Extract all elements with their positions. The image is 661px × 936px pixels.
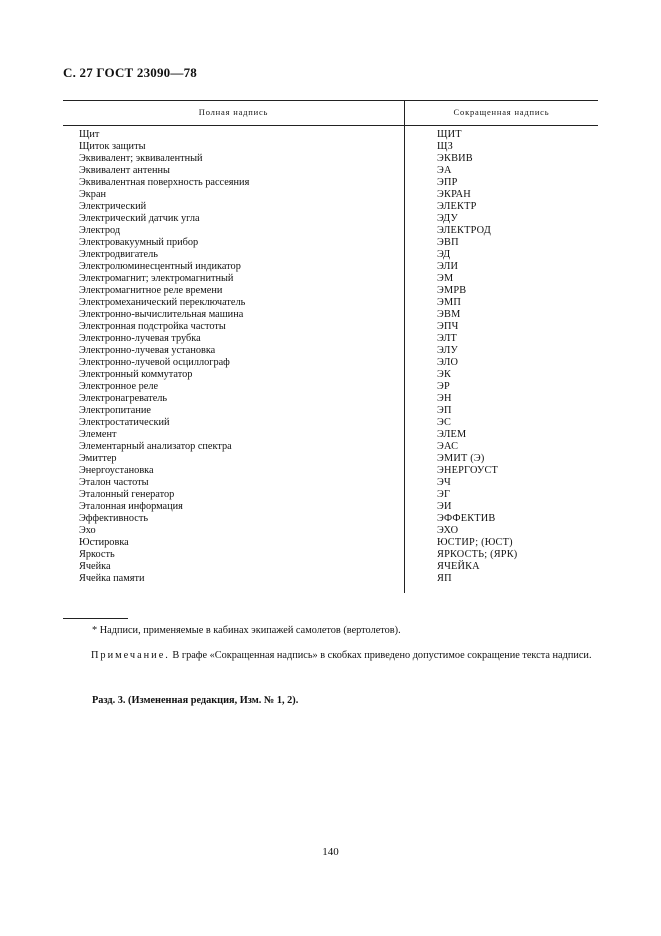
cell-full-label: Экран (79, 189, 107, 200)
table-row (63, 273, 598, 285)
table-header (63, 100, 598, 126)
cell-short-label: ЯП (437, 573, 452, 584)
cell-short-label: ЭИ (437, 501, 452, 512)
cell-short-label: ЭВП (437, 237, 459, 248)
cell-full-label: Эхо (79, 525, 96, 536)
cell-full-label: Электронный коммутатор (79, 369, 193, 380)
cell-short-label: ЮСТИР; (ЮСТ) (437, 537, 513, 548)
cell-short-label: ЭМП (437, 297, 461, 308)
cell-full-label: Эквивалент антенны (79, 165, 170, 176)
table-row (63, 489, 598, 501)
cell-short-label: ЭЛУ (437, 345, 459, 356)
cell-full-label: Электростатический (79, 417, 170, 428)
table-row (63, 165, 598, 177)
table-row (63, 501, 598, 513)
table-row (63, 429, 598, 441)
column-header-full: Полная надпись (198, 107, 269, 117)
cell-full-label: Электронно-лучевая трубка (79, 333, 201, 344)
cell-short-label: ЭН (437, 393, 452, 404)
cell-full-label: Электрический (79, 201, 147, 212)
cell-full-label: Юстировка (79, 537, 129, 548)
table-row (63, 561, 598, 573)
table-row (63, 537, 598, 549)
cell-full-label: Электромагнит; электромагнитный (79, 273, 234, 284)
cell-short-label: ЭПЧ (437, 321, 459, 332)
table-row (63, 297, 598, 309)
table-row (63, 285, 598, 297)
table-body (63, 129, 598, 585)
cell-short-label: ЭМРВ (437, 285, 467, 296)
cell-short-label: ЭПР (437, 177, 458, 188)
abbreviation-table (63, 100, 598, 584)
cell-full-label: Электронная подстройка частоты (79, 321, 226, 332)
cell-short-label: ЭЛТ (437, 333, 458, 344)
table-row (63, 453, 598, 465)
cell-full-label: Эффективность (79, 513, 149, 524)
cell-short-label: ЭКРАН (437, 189, 471, 200)
cell-full-label: Электронно-лучевой осциллограф (79, 357, 230, 368)
cell-short-label: ЭЛИ (437, 261, 459, 272)
table-row (63, 189, 598, 201)
table-row (63, 405, 598, 417)
table-row (63, 249, 598, 261)
cell-full-label: Электрод (79, 225, 121, 236)
table-row (63, 381, 598, 393)
cell-full-label: Электровакуумный прибор (79, 237, 199, 248)
cell-full-label: Электрический датчик угла (79, 213, 200, 224)
table-row (63, 153, 598, 165)
table-row (63, 321, 598, 333)
cell-short-label: ЭНЕРГОУСТ (437, 465, 499, 476)
table-row (63, 333, 598, 345)
cell-full-label: Эквивалентная поверхность рассеяния (79, 177, 250, 188)
cell-full-label: Яркость (79, 549, 115, 560)
cell-short-label: ЭВМ (437, 309, 461, 320)
cell-short-label: ЭД (437, 249, 451, 260)
cell-full-label: Ячейка (79, 561, 111, 572)
cell-full-label: Электронно-вычислительная машина (79, 309, 244, 320)
cell-short-label: ЩИТ (437, 129, 462, 140)
cell-short-label: ЭМИТ (Э) (437, 453, 485, 464)
cell-full-label: Электронно-лучевая установка (79, 345, 216, 356)
table-row (63, 393, 598, 405)
cell-full-label: Щит (79, 129, 100, 140)
cell-full-label: Электропитание (79, 405, 151, 416)
cell-short-label: ЭКВИВ (437, 153, 473, 164)
cell-full-label: Энергоустановка (79, 465, 154, 476)
cell-short-label: ЭР (437, 381, 450, 392)
cell-full-label: Электронагреватель (79, 393, 168, 404)
revision-note: Разд. 3. (Измененная редакция, Изм. № 1, 2). (92, 695, 299, 706)
table-row (63, 357, 598, 369)
cell-short-label: ЭК (437, 369, 452, 380)
cell-short-label: ЭХО (437, 525, 459, 536)
note-label: Примечание. (91, 650, 170, 661)
table-row (63, 345, 598, 357)
cell-full-label: Электромеханический переключатель (79, 297, 246, 308)
cell-short-label: ЭГ (437, 489, 451, 500)
cell-short-label: ЯЧЕЙКА (437, 561, 480, 572)
cell-full-label: Эталонная информация (79, 501, 183, 512)
table-row (63, 237, 598, 249)
table-row (63, 213, 598, 225)
note (63, 649, 600, 662)
cell-short-label: ЭЛЕКТРОД (437, 225, 491, 236)
cell-short-label: ЩЗ (437, 141, 453, 152)
cell-full-label: Электролюминесцентный индикатор (79, 261, 241, 272)
cell-short-label: ЭЛЕКТР (437, 201, 477, 212)
cell-full-label: Электромагнитное реле времени (79, 285, 223, 296)
table-row (63, 477, 598, 489)
table-row (63, 201, 598, 213)
page-header: С. 27 ГОСТ 23090—78 (63, 65, 197, 80)
cell-full-label: Ячейка памяти (79, 573, 145, 584)
cell-short-label: ЭС (437, 417, 452, 428)
table-row (63, 417, 598, 429)
cell-full-label: Элементарный анализатор спектра (79, 441, 232, 452)
table-row (63, 225, 598, 237)
cell-full-label: Эквивалент; эквивалентный (79, 153, 203, 164)
page-number: 140 (322, 846, 339, 858)
cell-short-label: ЭЧ (437, 477, 451, 488)
table-row (63, 465, 598, 477)
cell-short-label: ЭЛЕМ (437, 429, 467, 440)
cell-short-label: ЭАС (437, 441, 459, 452)
table-row (63, 309, 598, 321)
cell-full-label: Эталонный генератор (79, 489, 175, 500)
cell-short-label: ЭДУ (437, 213, 458, 224)
cell-short-label: ЭЛО (437, 357, 459, 368)
footnote-rule (63, 618, 128, 619)
column-header-short: Сокращенная надпись (453, 107, 550, 117)
cell-short-label: ЭМ (437, 273, 454, 284)
footnote: * Надписи, применяемые в кабинах экипажей самолетов (вертолетов). (92, 625, 401, 636)
table-row (63, 525, 598, 537)
table-row (63, 573, 598, 585)
note-text: В графе «Сокращенная надпись» в скобках приведено допустимое сокращение текста надписи. (169, 650, 592, 661)
cell-full-label: Элемент (79, 429, 117, 440)
cell-full-label: Эталон частоты (79, 477, 149, 488)
table-row (63, 513, 598, 525)
table-row (63, 141, 598, 153)
cell-short-label: ЭФФЕКТИВ (437, 513, 496, 524)
cell-short-label: ЭП (437, 405, 452, 416)
cell-short-label: ЯРКОСТЬ; (ЯРК) (437, 549, 518, 560)
table-row (63, 261, 598, 273)
table-row (63, 369, 598, 381)
table-row (63, 549, 598, 561)
table-row (63, 177, 598, 189)
cell-full-label: Электронное реле (79, 381, 159, 392)
cell-full-label: Щиток защиты (79, 141, 146, 152)
cell-full-label: Эмиттер (79, 453, 117, 464)
table-row (63, 441, 598, 453)
cell-full-label: Электродвигатель (79, 249, 158, 260)
cell-short-label: ЭА (437, 165, 452, 176)
table-row (63, 129, 598, 141)
